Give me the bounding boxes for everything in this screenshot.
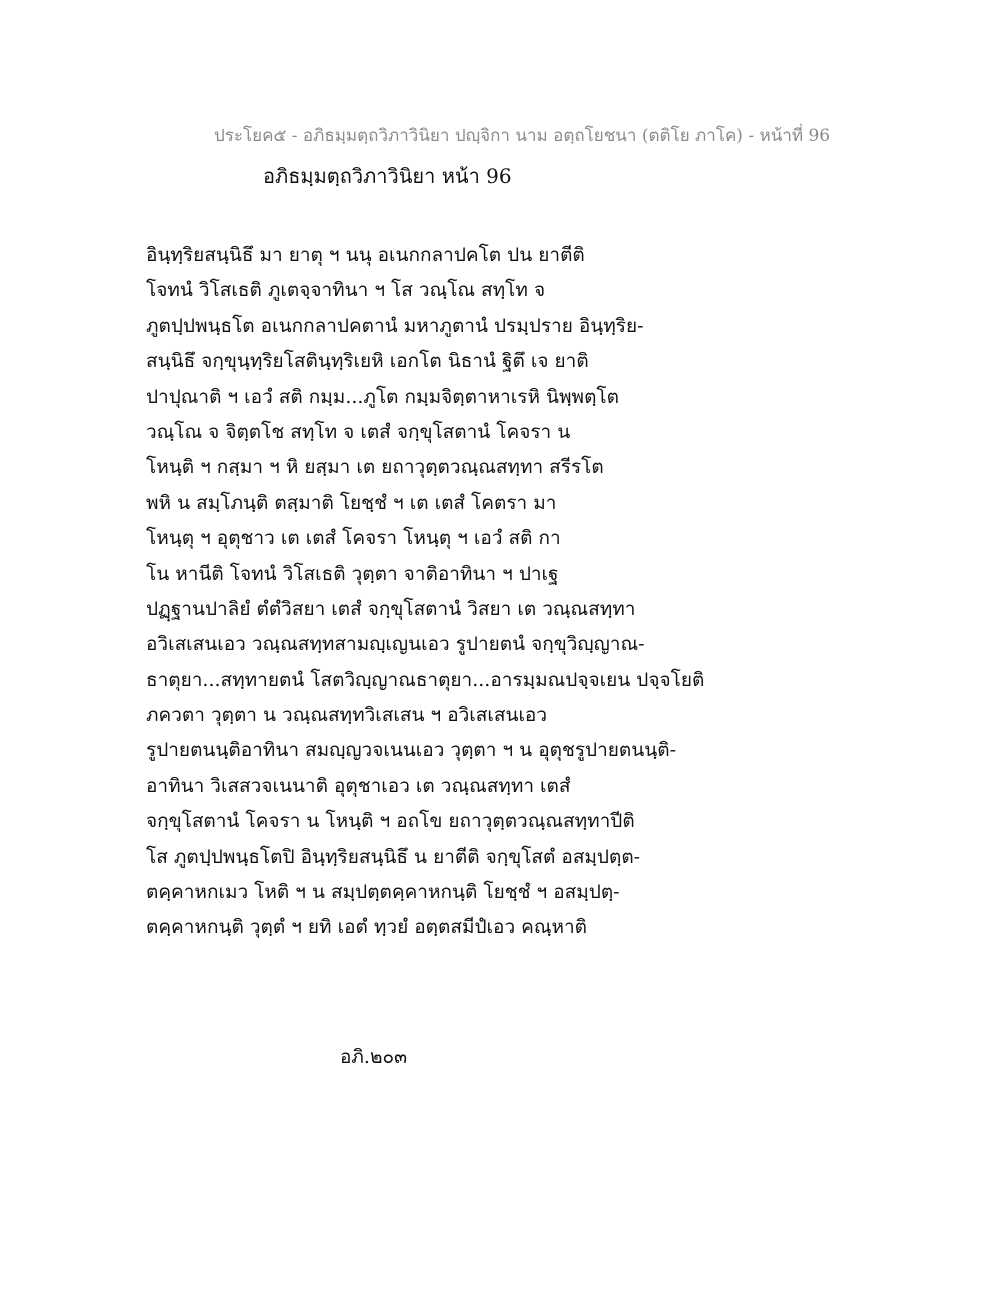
body-text xyxy=(146,238,704,946)
text-line: โส ภูตปฺปพนฺธโตปิ อินฺทฺริยสนฺนิธึ น ยาตีติ จกฺขุโสตํ อสมฺปตฺต- xyxy=(146,845,641,868)
text-line: ภควตา วุตฺตา น วณฺณสทฺทวิเสเสน ฯ อวิเสเสนเอว xyxy=(146,704,548,727)
text-line: โจทนํ วิโสเธติ ภูเตจฺจาทินา ฯ โส วณฺโณ สทฺโท จ xyxy=(146,279,546,302)
text-line: ภูตปฺปพนฺธโต อเนกกลาปคตานํ มหาภูตานํ ปรมฺปราย อินฺทฺริย- xyxy=(146,314,644,337)
text-line: อินฺทฺริยสนฺนิธึ มา ยาตุ ฯ นนุ อเนกกลาปคโต ปน ยาตีติ xyxy=(146,244,585,266)
text-line: ปาปุณาติ ฯ เอวํ สติ กมฺม...ภูโต กมฺมจิตฺตาหาเรหิ นิพฺพตฺโต xyxy=(146,385,619,408)
text-line: โน หานีติ โจทนํ วิโสเธติ วุตฺตา จาติอาทินา ฯ ปาเฐ xyxy=(146,562,559,585)
running-header: ประโยค๕ - อภิธมฺมตฺถวิภาวินิยา ปญฺจิกา นาม อตฺถโยชนา (ตติโย ภาโค) - หน้าที่ 96 xyxy=(214,126,831,146)
text-line: โหนฺติ ฯ กสฺมา ฯ หิ ยสฺมา เต ยถาวุตฺตวณฺณสทฺทา สรีรโต xyxy=(146,456,604,479)
text-line: อวิเสเสนเอว วณฺณสทฺทสามญฺเญนเอว รูปายตนํ จกฺขุวิญฺญาณ- xyxy=(146,633,645,656)
page-reference: อภิ.๒๐๓ xyxy=(340,1046,408,1068)
page-title: อภิธมฺมตฺถวิภาวินิยา หน้า 96 xyxy=(263,164,512,188)
text-line: ตคฺคาหกเมว โหติ ฯ น สมฺปตฺตคฺคาหกนฺติ โยชฺชํ ฯ อสมฺปตฺ- xyxy=(146,881,620,904)
text-line: ธาตุยา...สทฺทายตนํ โสตวิญฺญาณธาตุยา...อารมฺมณปจฺจเยน ปจฺจโยติ xyxy=(146,668,705,691)
text-line: จกฺขุโสตานํ โคจรา น โหนฺติ ฯ อถโข ยถาวุตฺตวณฺณสทฺทาปีติ xyxy=(146,810,635,833)
text-line: ตคฺคาหกนฺติ วุตฺตํ ฯ ยทิ เอตํ ทฺวยํ อตฺตสมีปํเอว คณฺหาติ xyxy=(146,916,588,939)
text-line: รูปายตนนฺติอาทินา สมญฺญวจเนนเอว วุตฺตา ฯ น อุตุชรูปายตนนฺติ- xyxy=(146,739,676,762)
text-line: พหิ น สมฺโภนฺติ ตสฺมาติ โยชฺชํ ฯ เต เตสํ โคตรา มา xyxy=(146,491,557,514)
text-line: ปฏฺฐานปาลิยํ ตํตํวิสยา เตสํ จกฺขุโสตานํ วิสยา เต วณฺณสทฺทา xyxy=(146,597,636,620)
text-line: อาทินา วิเสสวจเนนาติ อุตุชาเอว เต วณฺณสทฺทา เตสํ xyxy=(146,774,571,797)
text-line: โหนฺตุ ฯ อุตุชาว เต เตสํ โคจรา โหนฺตุ ฯ เอวํ สติ กา xyxy=(146,527,561,550)
text-line: วณฺโณ จ จิตฺตโช สทฺโท จ เตสํ จกฺขุโสตานํ โคจรา น xyxy=(146,420,571,443)
text-line: สนฺนิธึ จกฺขุนฺทฺริยโสตินฺทฺริเยหิ เอกโต นิธานํ ฐิตึ เจ ยาติ xyxy=(146,350,589,373)
